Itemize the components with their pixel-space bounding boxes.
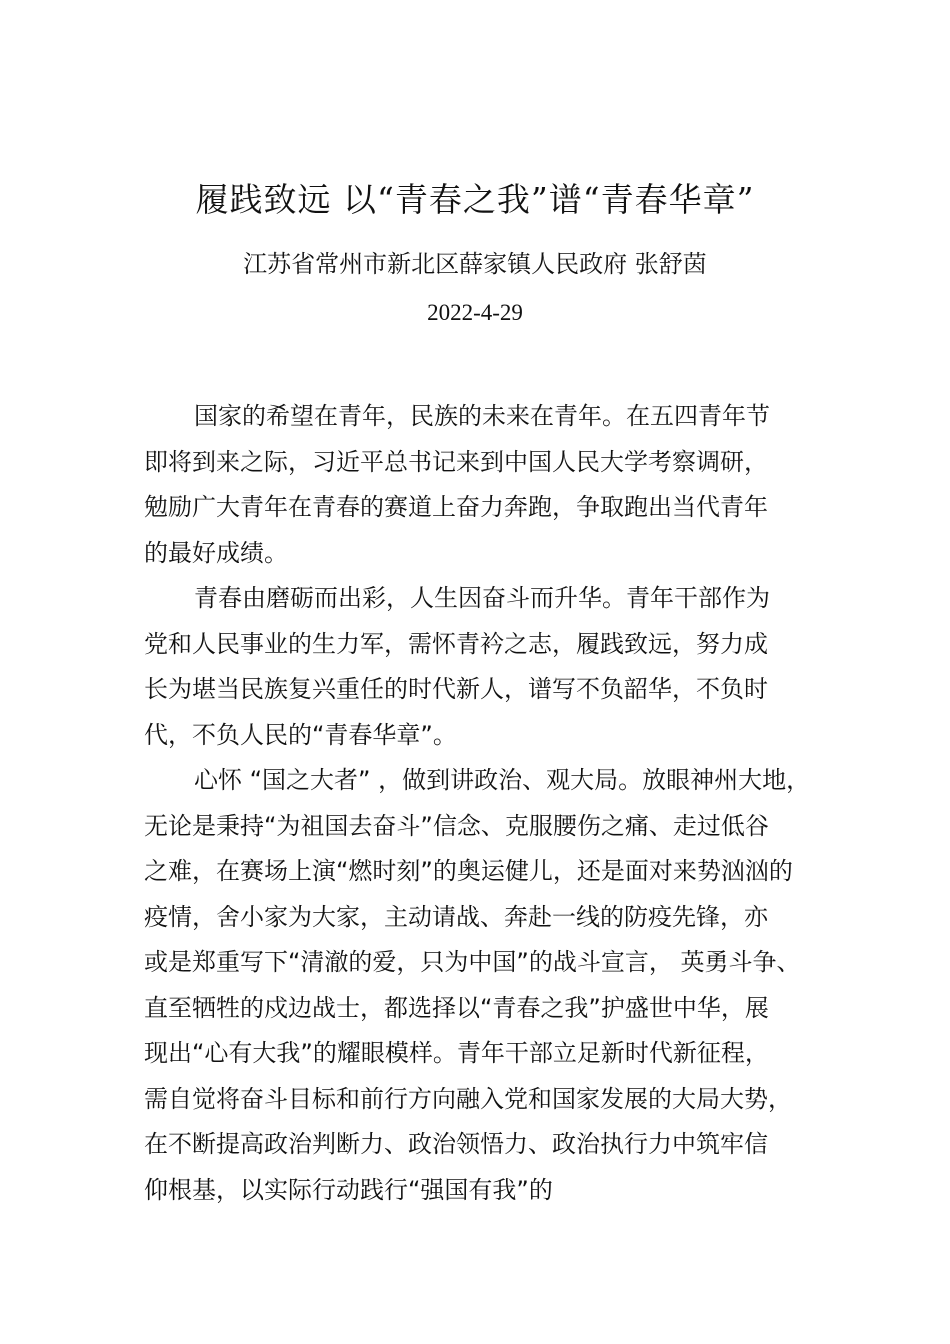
- text-line: 代，不负人民的“青春华章”。: [144, 720, 457, 749]
- paragraph-3: [144, 758, 844, 1213]
- text-line: 的最好成绩。: [144, 538, 288, 567]
- text-line: 长为堪当民族复兴重任的时代新人，谱写不负韶华，不负时: [144, 675, 768, 703]
- text-line: 心怀 “国之大者” ，做到讲政治、观大局。放眼神州大地，: [194, 766, 811, 794]
- text-line: 之难，在赛场上演“燃时刻”的奥运健儿，还是面对来势汹汹的: [144, 857, 793, 885]
- text-line: 需自觉将奋斗目标和前行方向融入党和国家发展的大局大势，: [144, 1084, 792, 1113]
- text-line: 勉励广大青年在青春的赛道上奋力奔跑，争取跑出当代青年: [144, 493, 768, 521]
- text-line: 现出“心有大我”的耀眼模样。青年干部立足新时代新征程，: [144, 1039, 769, 1067]
- text-line: 直至牺牲的戍边战士，都选择以“青春之我”护盛世中华，展: [144, 993, 769, 1022]
- text-line: 无论是秉持“为祖国去奋斗”信念、克服腰伤之痛、走过低谷: [144, 811, 769, 840]
- document-body: [144, 394, 844, 1213]
- text-line: 疫情，舍小家为大家，主动请战、奔赴一线的防疫先锋，亦: [144, 902, 768, 931]
- text-line: 青春由磨砺而出彩，人生因奋斗而升华。青年干部作为: [194, 584, 770, 612]
- text-line: 国家的希望在青年，民族的未来在青年。在五四青年节: [194, 402, 770, 430]
- paragraph-1: [144, 394, 844, 576]
- document-date: 2022-4-29: [427, 300, 523, 325]
- document-author: 江苏省常州市新北区薛家镇人民政府 张舒茵: [243, 250, 707, 278]
- text-line: 党和人民事业的生力军，需怀青衿之志，履践致远，努力成: [144, 629, 768, 658]
- text-line: 在不断提高政治判断力、政治领悟力、政治执行力中筑牢信: [144, 1130, 768, 1158]
- text-line: 或是郑重写下“清澈的爱，只为中国”的战斗宣言， 英勇斗争、: [144, 948, 801, 976]
- paragraph-2: [144, 576, 844, 758]
- text-line: 仰根基，以实际行动践行“强国有我”的: [144, 1175, 553, 1204]
- document-title: 履践致远 以“青春之我”谱“青春华章”: [195, 180, 755, 219]
- text-line: 即将到来之际，习近平总书记来到中国人民大学考察调研，: [144, 447, 768, 476]
